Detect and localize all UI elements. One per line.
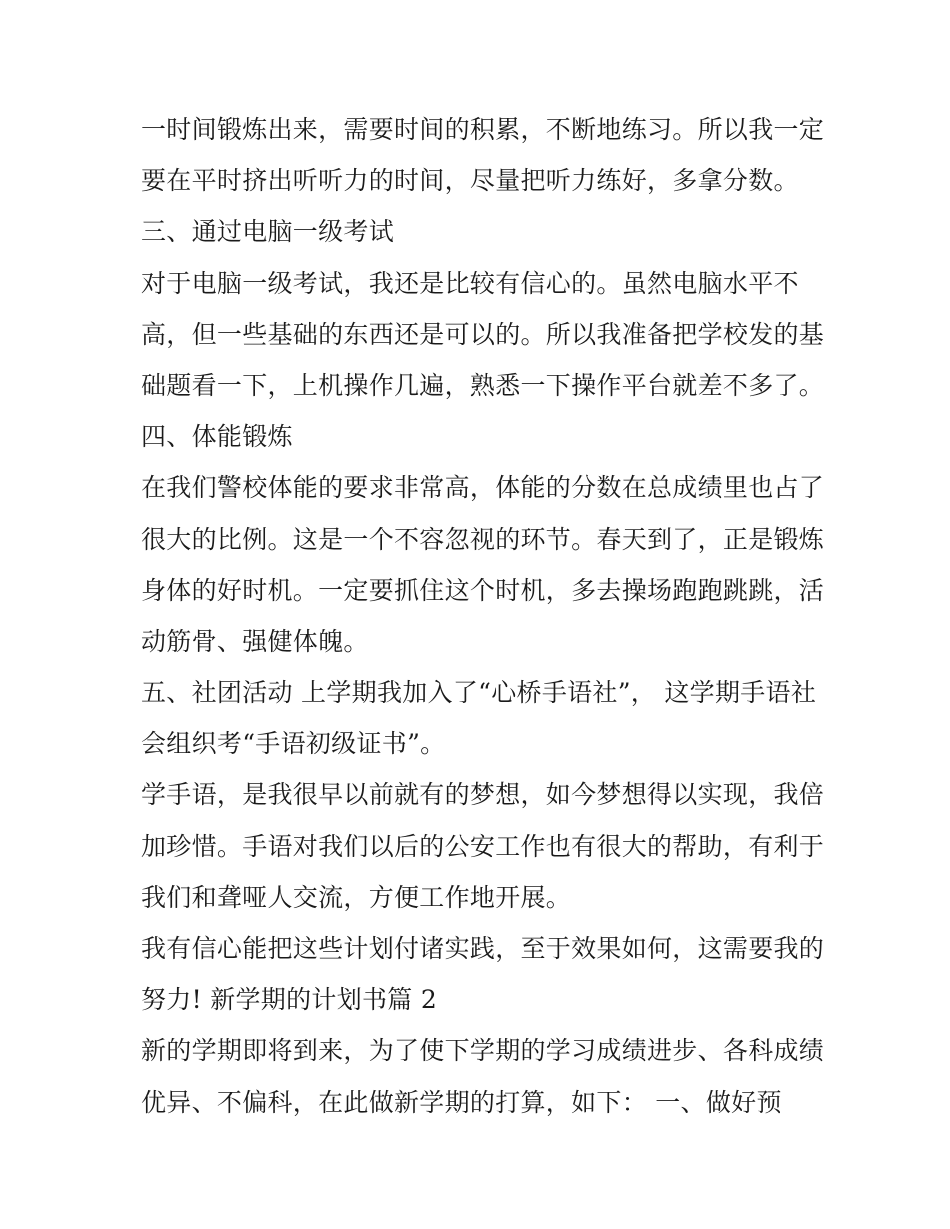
text-line: 加珍惜。手语对我们以后的公安工作也有很大的帮助，有利于: [141, 831, 825, 861]
text-line: 努力! 新学期的计划书篇 2: [141, 985, 438, 1015]
text-line: 动筋骨、强健体魄。: [141, 626, 369, 656]
text-line: 优异、不偏科，在此做新学期的打算，如下： 一、做好预: [141, 1087, 782, 1117]
text-line: 一时间锻炼出来，需要时间的积累，不断地练习。所以我一定: [141, 115, 825, 144]
text-line: 对于电脑一级考试，我还是比较有信心的。虽然电脑水平不: [141, 268, 799, 298]
text-line: 高，但一些基础的东西还是可以的。所以我准备把学校发的基: [141, 319, 825, 349]
section-heading: 三、通过电脑一级考试: [141, 217, 395, 247]
section-heading: 五、社团活动 上学期我加入了“心桥手语社”， 这学期手语社: [141, 678, 817, 708]
text-line: 我们和聋哑人交流，方便工作地开展。: [141, 882, 572, 912]
text-line: 新的学期即将到来，为了使下学期的学习成绩进步、各科成绩: [141, 1036, 825, 1066]
document-body: [141, 104, 825, 1128]
text-line: 会组织考“手语初级证书”。: [141, 729, 446, 759]
text-line: 学手语，是我很早以前就有的梦想，如今梦想得以实现，我倍: [141, 780, 825, 810]
text-line: 础题看一下，上机操作几遍，熟悉一下操作平台就差不多了。: [141, 370, 825, 400]
section-heading: 四、体能锻炼: [141, 422, 293, 452]
text-line: 身体的好时机。一定要抓住这个时机，多去操场跑跑跳跳，活: [141, 575, 825, 605]
text-line: 在我们警校体能的要求非常高，体能的分数在总成绩里也占了: [141, 473, 825, 503]
text-line: 很大的比例。这是一个不容忽视的环节。春天到了，正是锻炼: [141, 524, 825, 554]
text-line: 要在平时挤出听听力的时间，尽量把听力练好，多拿分数。: [141, 166, 799, 196]
text-line: 我有信心能把这些计划付诸实践，至于效果如何，这需要我的: [141, 934, 825, 963]
